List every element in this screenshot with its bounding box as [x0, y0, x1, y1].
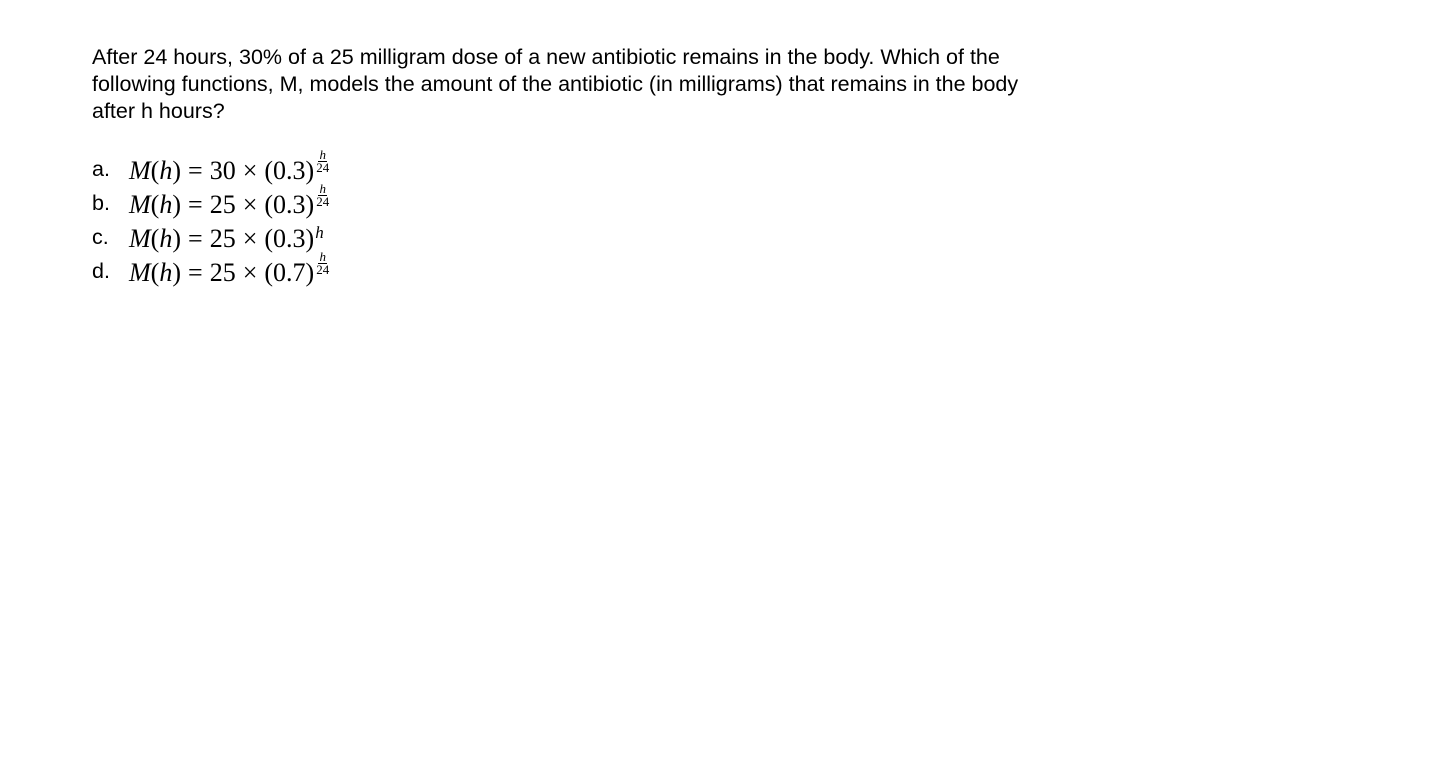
option-letter: c.: [92, 225, 109, 249]
coefficient: 25: [209, 258, 236, 287]
function-variable: h: [159, 224, 173, 253]
function-name: M: [129, 258, 151, 287]
function-variable: h: [159, 190, 173, 219]
exponent-fraction: [315, 183, 330, 208]
coefficient: 25: [209, 224, 236, 253]
exponent-fraction: [315, 149, 330, 174]
exponent-denominator: 24: [316, 194, 330, 209]
exponent-numerator: h: [319, 249, 326, 264]
equals-sign: =: [188, 156, 203, 185]
option-formula: M ( h ) = 25 × (0.3) h: [129, 223, 324, 253]
exponent-denominator: 24: [316, 160, 330, 175]
exponent-fraction: [315, 251, 330, 276]
exponent-numerator: h: [319, 181, 326, 196]
function-name: M: [129, 224, 151, 253]
coefficient: 30: [209, 156, 236, 185]
option-d[interactable]: [92, 249, 330, 288]
option-letter: a.: [92, 157, 110, 181]
option-formula: M ( h ) = 25 × (0.3) $\frac{h}{24}$: [129, 181, 330, 219]
exponent: h: [315, 223, 324, 242]
base: (0.3): [264, 224, 315, 253]
base: (0.3): [264, 190, 315, 219]
base: (0.3): [264, 156, 315, 185]
equals-sign: =: [188, 190, 203, 219]
coefficient: 25: [209, 190, 236, 219]
equals-sign: =: [188, 258, 203, 287]
option-b[interactable]: [92, 181, 330, 220]
answer-options: [92, 147, 330, 288]
option-c[interactable]: [92, 220, 330, 254]
option-letter: d.: [92, 259, 110, 283]
question-text: After 24 hours, 30% of a 25 milligram dose of a new antibiotic remains in the body. Which of the following functions, M, models the amount of the antibiotic (in milligrams) that remains in the body after h hours?: [92, 45, 1019, 123]
times-sign: ×: [242, 156, 258, 185]
times-sign: ×: [242, 258, 258, 287]
function-name: M: [129, 156, 151, 185]
times-sign: ×: [242, 224, 258, 253]
option-formula: M ( h ) = 30 × (0.3) $\frac{h}{24}$: [129, 147, 330, 185]
base: (0.7): [264, 258, 315, 287]
option-letter: b.: [92, 191, 110, 215]
option-a[interactable]: [92, 147, 330, 186]
exponent-numerator: h: [319, 147, 326, 162]
function-name: M: [129, 190, 151, 219]
function-variable: h: [159, 156, 173, 185]
times-sign: ×: [242, 190, 258, 219]
exponent-denominator: 24: [316, 262, 330, 277]
equals-sign: =: [188, 224, 203, 253]
option-formula: M ( h ) = 25 × (0.7) $\frac{h}{24}$: [129, 249, 330, 287]
function-variable: h: [159, 258, 173, 287]
